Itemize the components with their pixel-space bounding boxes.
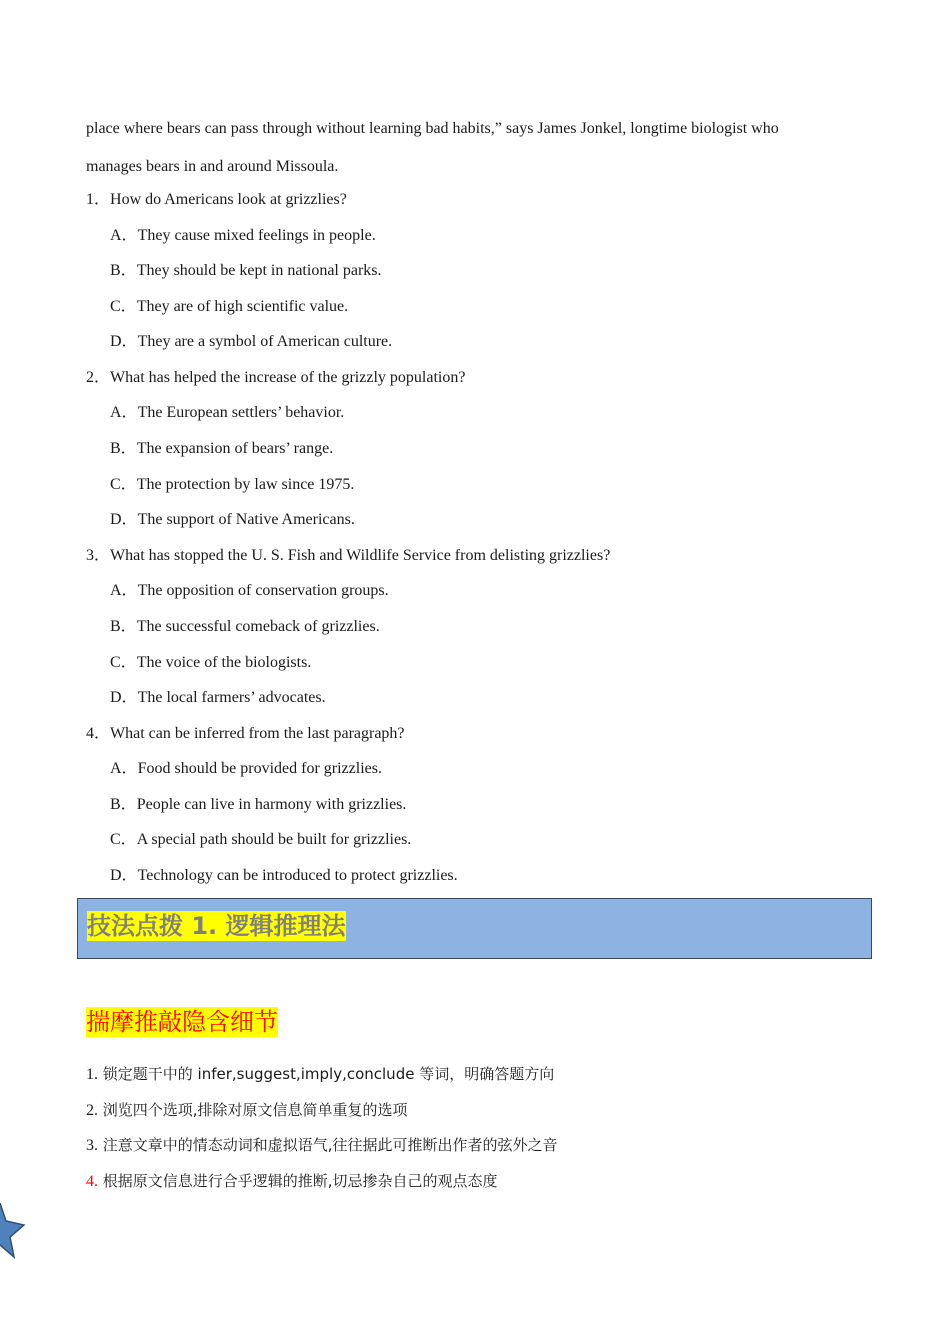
option-text: The expansion of bears’ range. <box>136 440 334 457</box>
tip-4 <box>86 1171 498 1192</box>
tip-text: 锁定题干中的 infer,suggest,imply,conclude 等词，明确答题方向 <box>102 1065 555 1083</box>
question-4 <box>86 724 405 744</box>
tip-number: 4. <box>86 1173 98 1190</box>
option-letter: C． <box>110 476 137 493</box>
option-letter: A． <box>110 227 138 244</box>
tip-text: 根据原文信息进行合乎逻辑的推断,切忌掺杂自己的观点态度 <box>102 1172 498 1190</box>
option-2b <box>110 439 333 459</box>
option-4c <box>110 830 411 850</box>
tip-1 <box>86 1064 554 1085</box>
option-text: They are a symbol of American culture. <box>137 333 393 350</box>
option-letter: D． <box>110 689 138 706</box>
tip-number: 3. <box>86 1137 98 1154</box>
option-letter: B． <box>110 440 137 457</box>
option-letter: C． <box>110 298 137 315</box>
question-number: 1． <box>86 191 111 208</box>
option-3b <box>110 617 380 637</box>
question-number: 3． <box>86 547 111 564</box>
option-2a <box>110 403 344 423</box>
option-4d <box>110 866 458 886</box>
option-letter: D． <box>110 333 138 350</box>
option-text: People can live in harmony with grizzlies. <box>136 796 407 813</box>
option-text: They cause mixed feelings in people. <box>137 227 376 244</box>
question-3 <box>86 546 610 566</box>
option-text: The European settlers’ behavior. <box>137 404 345 421</box>
question-1 <box>86 190 347 210</box>
option-1a <box>110 226 376 246</box>
option-letter: D． <box>110 867 138 884</box>
option-letter: B． <box>110 262 137 279</box>
option-2d <box>110 510 355 530</box>
option-4a <box>110 759 382 779</box>
question-number: 4． <box>86 725 111 742</box>
question-text: What can be inferred from the last paragraph? <box>110 725 405 742</box>
option-2c <box>110 475 354 495</box>
tip-number: 1. <box>86 1066 98 1083</box>
option-text: They are of high scientific value. <box>136 298 349 315</box>
option-3d <box>110 688 326 708</box>
question-text: What has stopped the U. S. Fish and Wildlife Service from delisting grizzlies? <box>110 547 611 564</box>
option-text: Food should be provided for grizzlies. <box>137 760 382 777</box>
tip-text: 注意文章中的情态动词和虚拟语气,往往据此可推断出作者的弦外之音 <box>102 1136 558 1154</box>
option-letter: A． <box>110 404 138 421</box>
option-text: The voice of the biologists. <box>136 654 312 671</box>
section-heading: 技法点拨 1. 逻辑推理法 <box>87 912 346 940</box>
question-text: What has helped the increase of the grizzly population? <box>110 369 466 386</box>
option-letter: C． <box>110 831 137 848</box>
option-letter: B． <box>110 618 137 635</box>
tip-2 <box>86 1100 408 1121</box>
question-number: 2． <box>86 369 111 386</box>
option-letter: B． <box>110 796 137 813</box>
option-1d <box>110 332 392 352</box>
option-text: A special path should be built for grizzlies. <box>136 831 412 848</box>
question-text: How do Americans look at grizzlies? <box>110 191 347 208</box>
option-text: The protection by law since 1975. <box>136 476 355 493</box>
option-text: The local farmers’ advocates. <box>137 689 326 706</box>
option-3a <box>110 581 389 601</box>
passage-ending <box>86 110 863 186</box>
section-banner <box>77 898 872 959</box>
section-subheading: 揣摩推敲隐含细节 <box>86 1008 278 1036</box>
option-text: The opposition of conservation groups. <box>137 582 389 599</box>
tip-text: 浏览四个选项,排除对原文信息简单重复的选项 <box>102 1101 408 1119</box>
option-letter: C． <box>110 654 137 671</box>
option-letter: D． <box>110 511 138 528</box>
option-text: They should be kept in national parks. <box>136 262 382 279</box>
option-4b <box>110 795 406 815</box>
option-letter: A． <box>110 760 138 777</box>
option-letter: A． <box>110 582 138 599</box>
tip-3 <box>86 1135 558 1156</box>
option-1b <box>110 261 382 281</box>
option-1c <box>110 297 348 317</box>
option-3c <box>110 653 311 673</box>
tip-number: 2. <box>86 1102 98 1119</box>
option-text: The support of Native Americans. <box>137 511 355 528</box>
question-2 <box>86 368 465 388</box>
passage-line-2: manages bears in and around Missoula. <box>86 158 339 175</box>
option-text: Technology can be introduced to protect grizzlies. <box>137 867 458 884</box>
option-text: The successful comeback of grizzlies. <box>136 618 380 635</box>
passage-line-1: place where bears can pass through without learning bad habits,” says James Jonkel, longtime biologist who <box>86 120 779 137</box>
star-icon <box>0 1203 26 1259</box>
